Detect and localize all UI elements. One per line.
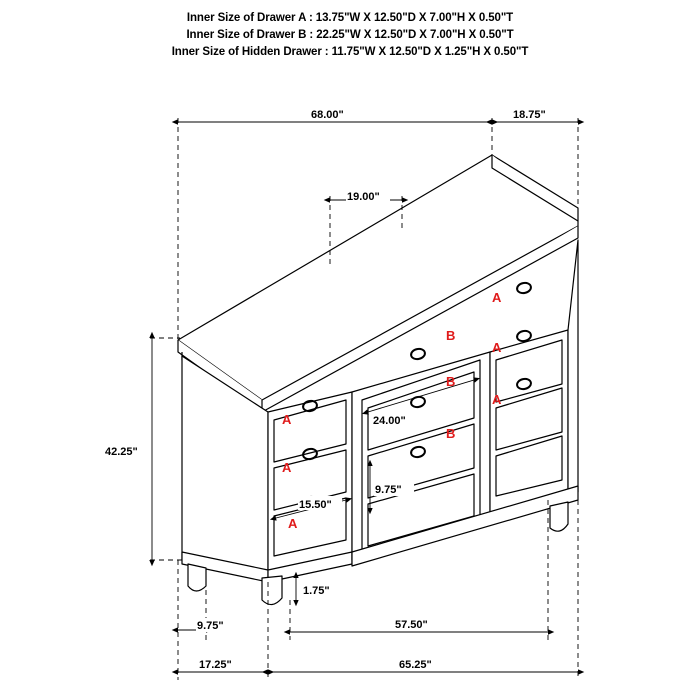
dim-top-right: 18.75": [513, 109, 546, 121]
drawer-letter-right-1: A: [492, 290, 502, 305]
spec-line-drawer-a: Inner Size of Drawer A : 13.75"W X 12.50"D X 7.00"H X 0.50"T: [186, 12, 514, 24]
dim-base-left: 17.25": [199, 659, 232, 671]
dim-height: 42.25": [105, 446, 138, 458]
drawer-letter-center-1: B: [446, 328, 456, 343]
drawer-letter-right-3: A: [492, 392, 502, 407]
dim-top-width: 68.00": [311, 109, 344, 121]
drawer-letter-left-2: A: [282, 460, 292, 475]
drawer-letter-left-1: A: [282, 412, 292, 427]
dim-left-drawer-width: 15.50": [299, 499, 332, 511]
dim-left-foot: 9.75": [197, 620, 224, 632]
dim-center-drawer-width: 24.00": [373, 415, 406, 427]
spec-line-drawer-b: Inner Size of Drawer B : 22.25"W X 12.50"D X 7.00"H X 0.50"T: [186, 29, 514, 41]
dim-top-inner: 19.00": [347, 191, 380, 203]
dim-foot-height: 1.75": [303, 585, 330, 597]
dim-base-center: 57.50": [395, 619, 428, 631]
spec-line-hidden-drawer: Inner Size of Hidden Drawer : 11.75"W X 12.50"D X 1.25"H X 0.50"T: [171, 46, 529, 58]
drawer-letter-center-2: B: [446, 374, 456, 389]
dim-base-total: 65.25": [399, 659, 432, 671]
dim-center-drawer-height: 9.75": [375, 484, 402, 496]
dresser-illustration: [178, 155, 578, 605]
drawer-letter-left-3: A: [288, 516, 298, 531]
drawer-letter-center-3: B: [446, 426, 456, 441]
drawer-letter-right-2: A: [492, 340, 502, 355]
